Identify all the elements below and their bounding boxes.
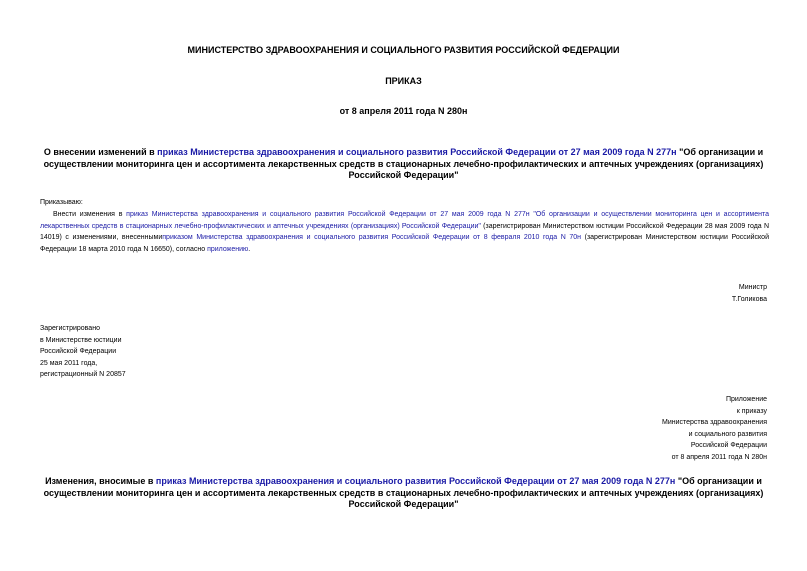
registration-line: Российской Федерации xyxy=(40,348,117,355)
title-order-link[interactable]: приказ Министерства здравоохранения и социального развития Российской Федерации от 27 мая 2009 года N 277н xyxy=(157,147,677,157)
title-prefix: О внесении изменений в xyxy=(43,147,158,157)
changes-order-link[interactable]: приказ Министерства здравоохранения и социального развития Российской Федерации от 27 мая 2009 года N 277н xyxy=(155,476,676,486)
signature-position: Министр xyxy=(738,284,767,291)
registration-line: 25 мая 2011 года, xyxy=(40,359,98,367)
title-suffix: "Об организации и осуществлении мониторинга цен и ассортимента лекарственных средств в стационарных лечебно-профилактических и аптечных учреждениях (организациях) Российской Федерации" xyxy=(43,147,764,180)
paragraph-start: Внести изменения в xyxy=(53,211,127,218)
appendix-line: Министерства здравоохранения xyxy=(662,419,767,426)
appendix-line: Приложение xyxy=(725,396,767,403)
paragraph-end: . xyxy=(248,246,251,254)
paragraph-middle: (зарегистрирован Министерством юстиции Российской Федерации 28 мая 2009 года N 14019) с изменениями, внесенными xyxy=(40,222,770,242)
amending-order-link[interactable]: приказом Министерства здравоохранения и социального развития Российской Федерации от 8 февраля 2010 года N 70н xyxy=(162,234,582,242)
signature-name: Т.Голикова xyxy=(731,296,767,303)
order-paragraph xyxy=(40,209,769,256)
document-title xyxy=(30,147,777,182)
appendix-line: к приказу xyxy=(736,407,767,415)
registration-block xyxy=(40,323,126,381)
document-type-heading: ПРИКАЗ xyxy=(385,76,422,86)
registration-line: в Министерстве юстиции xyxy=(40,336,122,344)
amended-order-link[interactable]: приказ Министерства здравоохранения и социального развития Российской Федерации от 27 мая 2009 года N 277н "Об организации и осуществлении мониторинга цен и ассортимента лекарственных средств в стационарных лечебно-профилактических и аптечных учреждениях (организациях) Российской Федерации" xyxy=(40,211,769,230)
changes-title xyxy=(30,476,777,511)
changes-suffix: "Об организации и осуществлении мониторинга цен и ассортимента лекарственных средств в стационарных лечебно-профилактических и аптечных учреждениях (организациях) Российской Федерации" xyxy=(43,476,764,509)
signature-block xyxy=(732,282,767,306)
registration-line: Зарегистрировано xyxy=(40,325,100,332)
appendix-line: от 8 апреля 2011 года N 280н xyxy=(671,453,767,461)
changes-prefix: Изменения, вносимые в xyxy=(45,476,156,486)
registration-line: регистрационный N 20857 xyxy=(40,371,126,378)
orders-label: Приказываю: xyxy=(40,199,83,206)
paragraph-middle-2: (зарегистрирован Министерством юстиции Российской Федерации 18 марта 2010 года N 16650), согласно xyxy=(40,234,769,254)
appendix-block xyxy=(662,394,767,463)
document-date-number: от 8 апреля 2011 года N 280н xyxy=(339,106,468,116)
appendix-line: и социального развития xyxy=(688,430,767,438)
appendix-link[interactable]: приложению xyxy=(207,246,249,254)
ministry-heading: МИНИСТЕРСТВО ЗДРАВООХРАНЕНИЯ И СОЦИАЛЬНОГО РАЗВИТИЯ РОССИЙСКОЙ ФЕДЕРАЦИИ xyxy=(187,45,620,55)
appendix-line: Российской Федерации xyxy=(690,442,767,449)
